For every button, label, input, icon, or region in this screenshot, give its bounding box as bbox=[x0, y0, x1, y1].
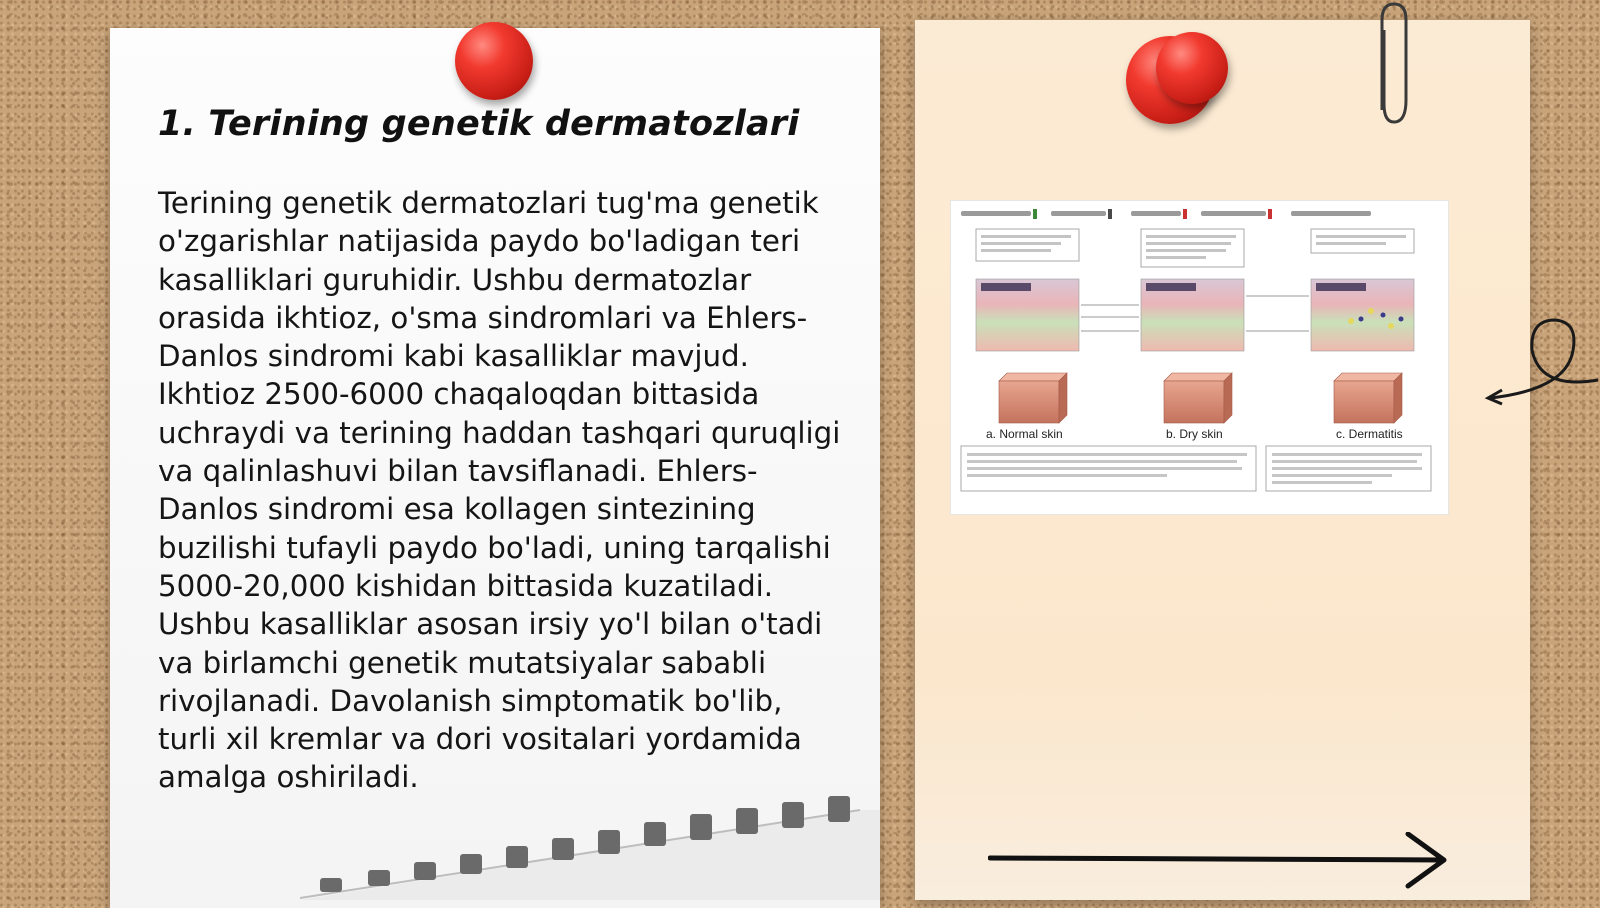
loop-arrow-icon bbox=[1480, 310, 1600, 410]
arrow-right-icon bbox=[988, 832, 1448, 892]
skin-diagram-drawing bbox=[951, 201, 1448, 514]
red-pushpin-icon bbox=[1156, 32, 1228, 104]
skin-diagram-figure bbox=[950, 200, 1449, 515]
red-pushpin-icon bbox=[455, 22, 533, 100]
paperclip-icon bbox=[1372, 0, 1416, 130]
tearoff-strip bbox=[300, 790, 880, 900]
slide-paragraph: Terining genetik dermatozlari tug'ma genetik o'zgarishlar natijasida paydo bo'ladigan teri kasalliklari guruhidir. Ushbu dermatozlar orasida ikhtioz, o'sma sindromlari va Ehlers-Danlos sindromi kabi kasalliklar mavjud. Ikhtioz 2500-6000 chaqaloqdan bittasida uchraydi va terining haddan tashqari quruqligi va qalinlashuvi bilan tavsiflanadi. Ehlers-Danlos sindromi esa kollagen sintezining buzilishi tufayli paydo bo'ladi, uning tarqalishi 5000-20,000 kishidan bittasida kuzatiladi. Ushbu kasalliklar asosan irsiy yo'l bilan o'tadi va birlamchi genetik mutatsiyalar sababli rivojlanadi. Davolanish simptomatik bo'lib, turli xil kremlar va dori vositalari yordamida amalga oshiriladi. bbox=[158, 186, 841, 795]
panel-label-normal-skin: a. Normal skin bbox=[986, 427, 1063, 441]
panel-label-dermatitis: c. Dermatitis bbox=[1336, 427, 1403, 441]
panel-label-dry-skin: b. Dry skin bbox=[1166, 427, 1223, 441]
slide-title: 1. Terining genetik dermatozlari bbox=[158, 104, 800, 144]
